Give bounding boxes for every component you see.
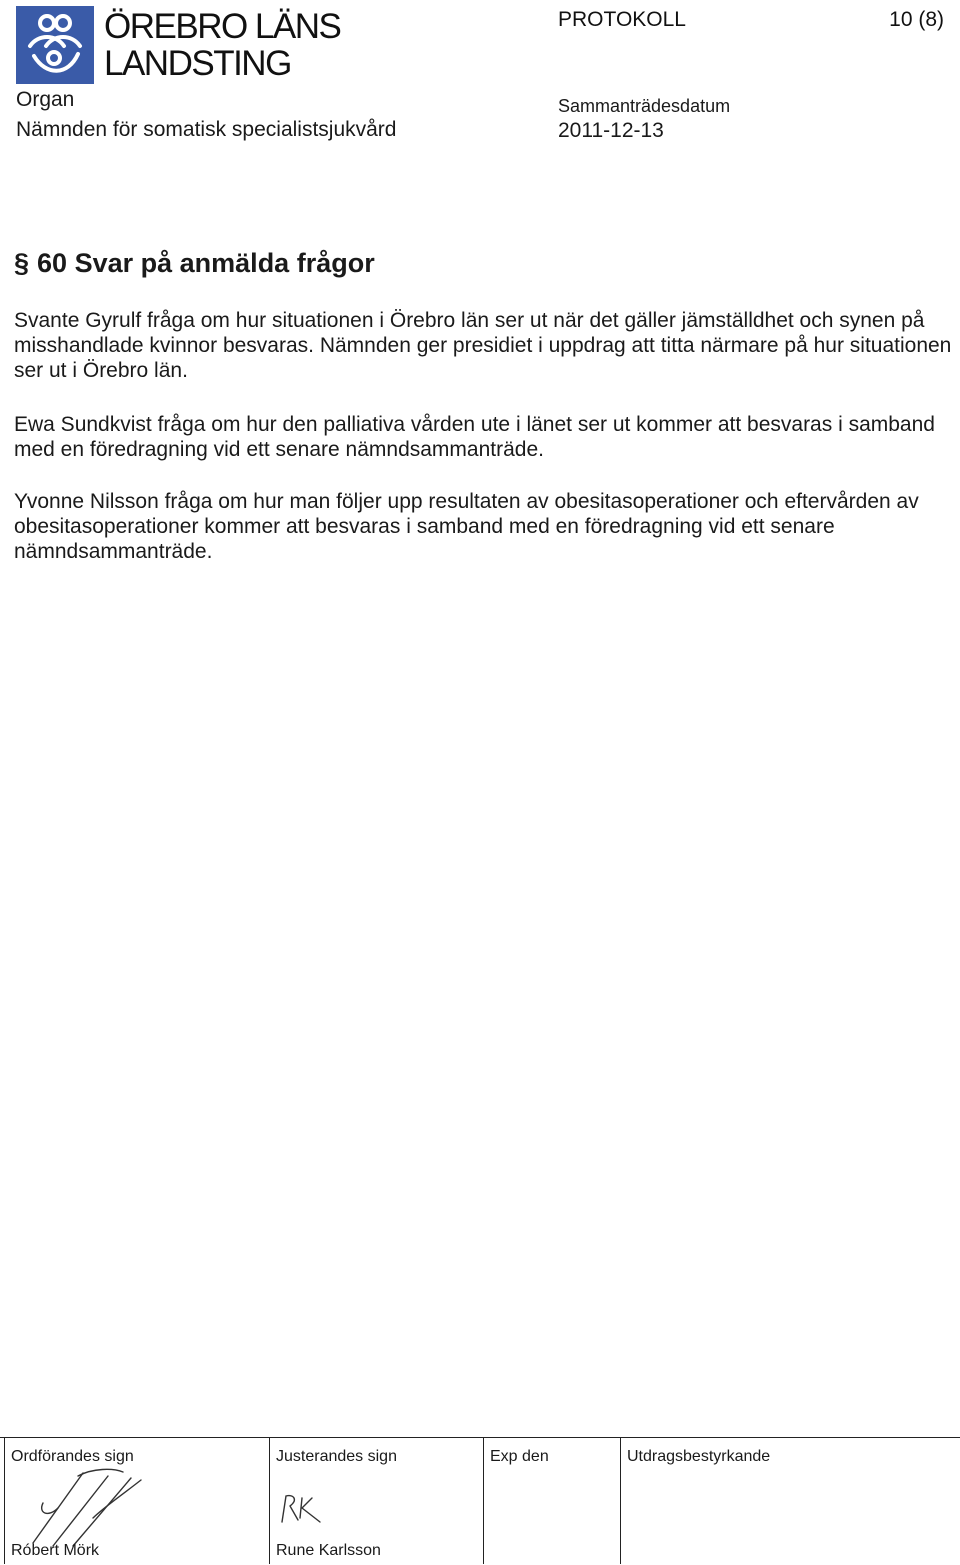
adjuster-sign-label: Justerandes sign [276,1448,397,1465]
organ-value: Nämnden för somatisk specialistsjukvård [16,118,397,141]
chair-sign-label: Ordförandes sign [11,1448,134,1465]
landsting-logo-icon [16,6,94,84]
paragraph-3: Yvonne Nilsson fråga om hur man följer upp resultaten av obesitasoperationer och eftervården av obesitasoperationer kommer att besvaras i samband med en föredragning vid ett senare nämndsammanträde. [14,490,919,563]
section-title [14,248,375,279]
exp-date-label: Exp den [490,1448,549,1465]
paragraph-1: Svante Gyrulf fråga om hur situationen i Örebro län ser ut när det gäller jämställdhet och synen på misshandlade kvinnor besvaras. Nämnden ger presidiet i uppdrag att titta närmare på hur situationen ser ut i Örebro län. [14,309,952,382]
meeting-date-value: 2011-12-13 [558,119,664,142]
section-symbol: § [14,248,30,278]
extract-certification-cell [620,1438,960,1564]
chair-name: Róbert Mörk [11,1542,100,1559]
initials-signature-icon [276,1490,326,1530]
organization-name-line1: ÖREBRO LÄNS [104,7,341,46]
extract-certification-label: Utdragsbestyrkande [627,1448,771,1465]
section-heading: Svar på anmälda frågor [74,248,375,278]
organization-name-line2: LANDSTING [104,44,291,83]
chair-sign-cell [4,1438,269,1564]
page-number: 10 (8) [889,8,944,31]
signature-footer [0,1437,960,1564]
section-number: 60 [37,248,68,278]
adjuster-sign-cell [269,1438,483,1564]
meeting-date-label: Sammanträdesdatum [558,96,731,116]
adjuster-name: Rune Karlsson [276,1542,381,1559]
document-type: PROTOKOLL [558,8,686,31]
exp-date-cell [483,1438,620,1564]
handwritten-signature-icon [23,1458,153,1548]
organ-label: Organ [16,88,75,111]
organization-name [104,8,340,82]
paragraph-2: Ewa Sundkvist fråga om hur den palliativa vården ute i länet ser ut kommer att besvaras i samband med en föredragning vid ett senare nämndsammanträde. [14,413,935,461]
